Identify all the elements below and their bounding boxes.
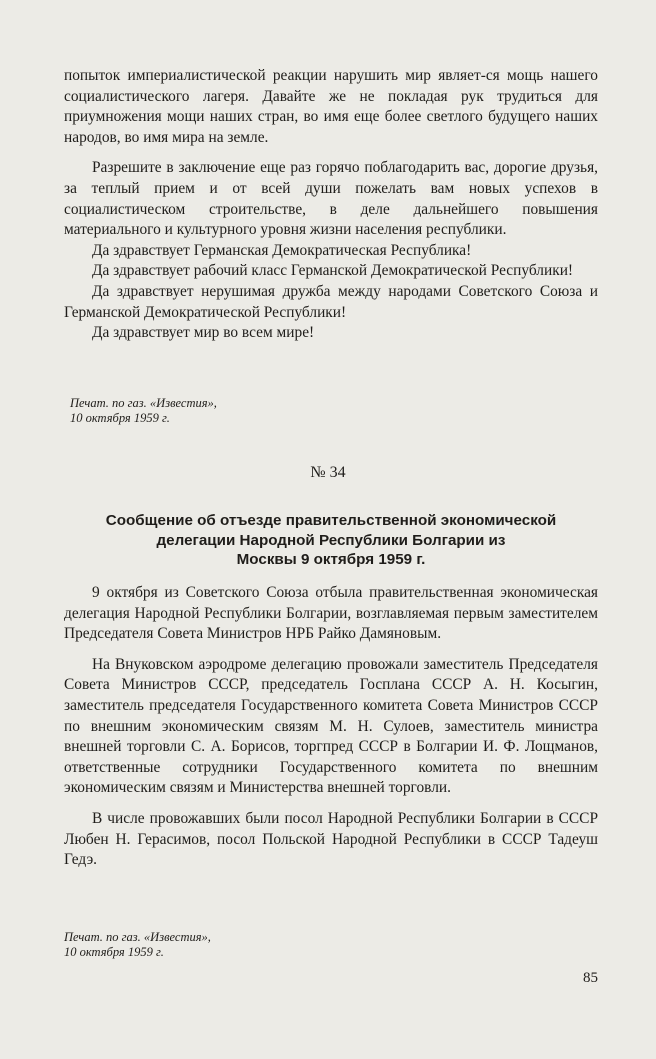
source-line: Печат. по газ. «Известия», (64, 930, 211, 944)
previous-document-text (64, 66, 598, 344)
document-number: № 34 (310, 464, 346, 481)
source-date: 10 октября 1959 г. (70, 411, 170, 425)
paragraph: Разрешите в заключение еще раз горячо поблагодарить вас, дорогие друзья, за теплый прием и от всей души пожелать вам новых успехов в социалистическом строительстве, в деле дальнейшего повышения материального и культурного уровня жизни населения республики. (64, 159, 598, 239)
paragraph: Да здравствует рабочий класс Германской Демократической Республики! (92, 262, 574, 280)
title-line: Москвы 9 октября 1959 г. (236, 551, 426, 569)
document-text (64, 583, 598, 871)
paragraph: попыток империалистической реакции нарушить мир являет-ся мощь нашего социалистического лагеря. Давайте же не покладая рук трудиться для приумножения мощи наших стран, во имя еще более светлого будущего наших народов, во имя мира на земле. (64, 67, 598, 146)
paragraph: На Внуковском аэродроме делегацию провожали заместитель Председателя Совета Министров СССР, председатель Госплана СССР А. Н. Косыгин, заместитель председателя Государственного комитета Совета Министров СССР по внешним экономическим связям М. Н. Сулоев, заместитель министра внешней торговли С. А. Борисов, торгпред СССР в Болгарии И. Ф. Лощманов, ответственные сотрудники Государственного комитета по внешним экономическим связям и Министерства внешней торговли. (64, 655, 598, 797)
paragraph: 9 октября из Советского Союза отбыла правительственная экономическая делегация Народной Республики Болгарии, возглавляемая первым заместителем Председателя Совета Министров НРБ Райко Дамяновым. (64, 584, 598, 643)
title-line: Сообщение об отъезде правительственной экономической (105, 512, 557, 529)
source-line: Печат. по газ. «Известия», (70, 396, 217, 410)
title-line: делегации Народной Республики Болгарии из (156, 531, 506, 549)
source-date: 10 октября 1959 г. (64, 945, 164, 959)
page-number: 85 (583, 970, 598, 986)
document-title (64, 511, 598, 570)
source-citation (64, 930, 211, 960)
paragraph: В числе провожавших были посол Народной Республики Болгарии в СССР Любен Н. Герасимов, посол Польской Народной Республики в СССР Тадеуш Гедэ. (64, 809, 598, 869)
paragraph: Да здравствует Германская Демократическая Республика! (92, 241, 472, 259)
paragraph: Да здравствует мир во всем мире! (92, 324, 315, 342)
paragraph: Да здравствует нерушимая дружба между народами Советского Союза и Германской Демократической Республики! (64, 282, 598, 321)
previous-source-citation (70, 396, 217, 426)
